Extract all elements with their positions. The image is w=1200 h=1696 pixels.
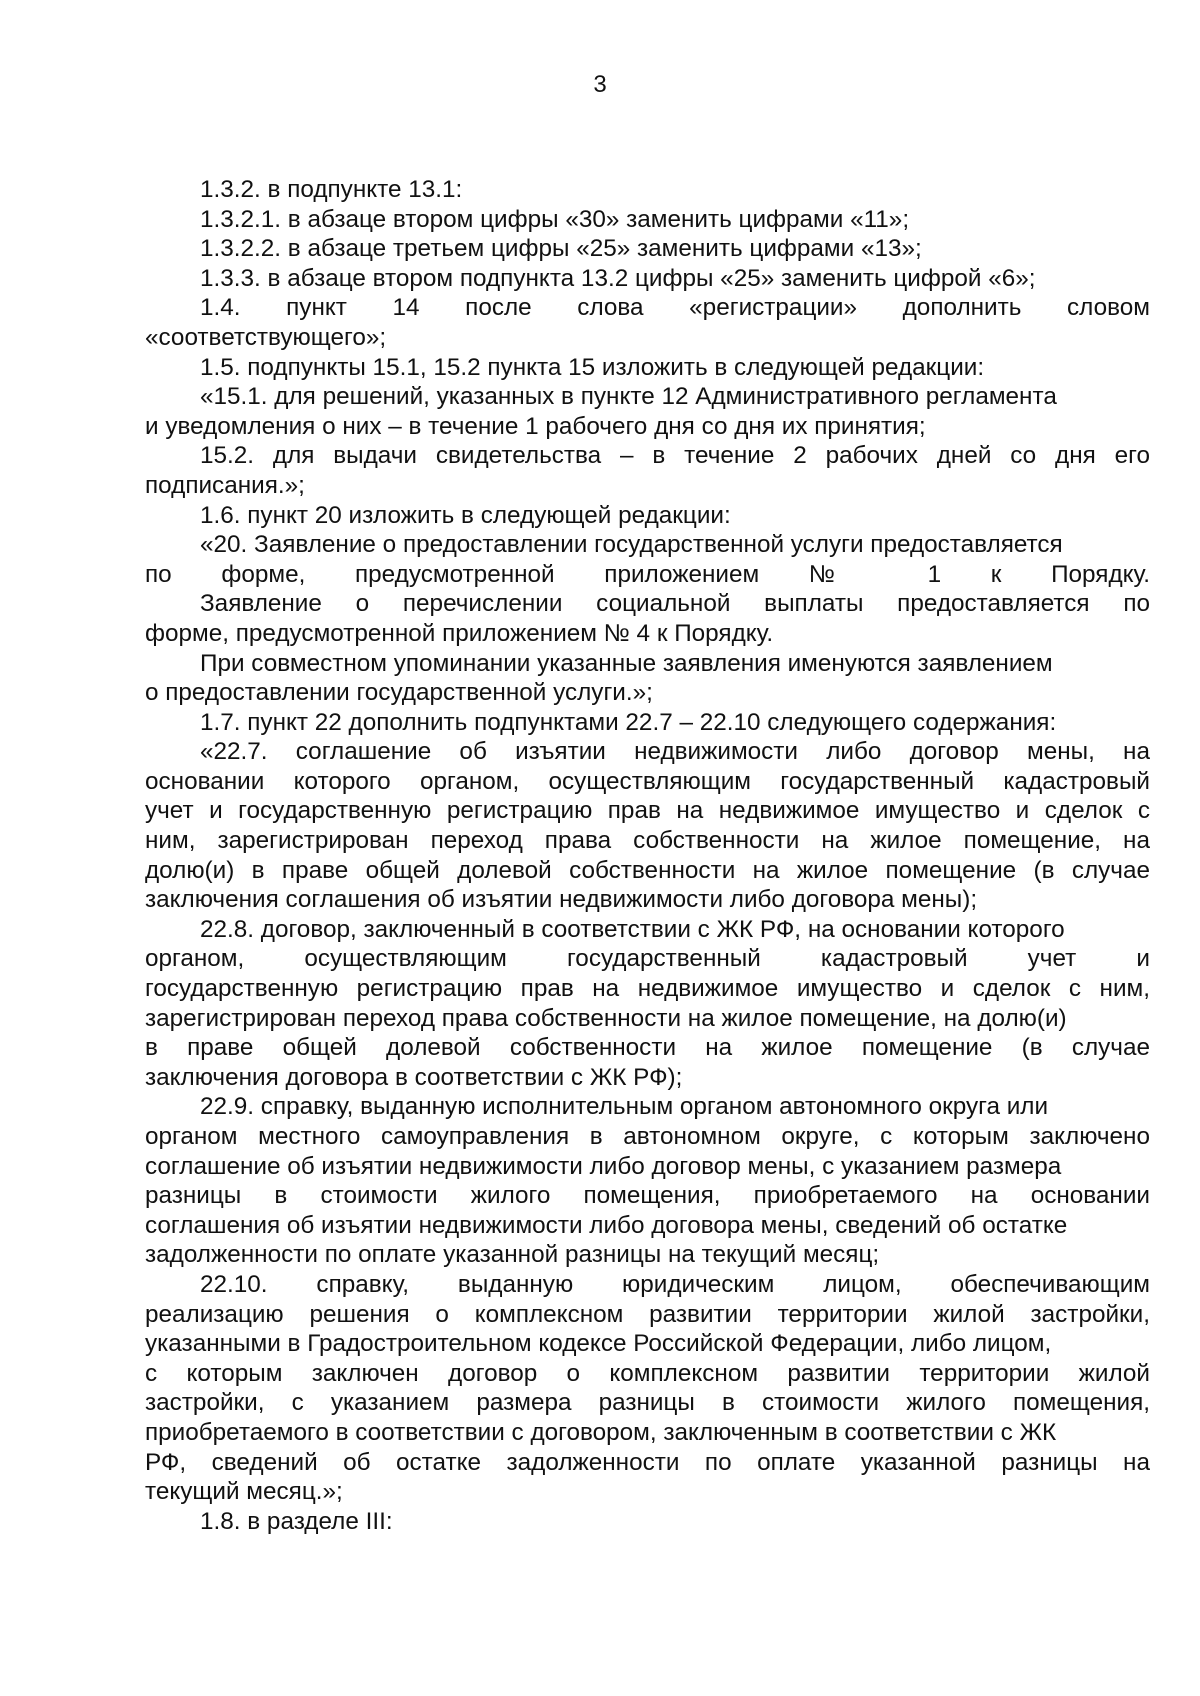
text-line: 15.2. для выдачи свидетельства – в течение 2 рабочих дней со дня его	[200, 442, 1150, 470]
text-line: о предоставлении государственной услуги.»;	[145, 679, 653, 707]
text-line: зарегистрирован переход права собственности на жилое помещение, на долю(и)	[145, 1004, 1067, 1032]
text-line: по форме, предусмотренной приложением № 1 к Порядку.	[145, 560, 1150, 588]
text-line: РФ, сведений об остатке задолженности по оплате указанной разницы на	[145, 1448, 1150, 1476]
text-line: 22.9. справку, выданную исполнительным органом автономного округа или	[200, 1093, 1049, 1121]
document-body	[145, 175, 1150, 1536]
text-line: органом, осуществляющим государственный кадастровый учет и	[145, 945, 1150, 973]
text-line: подписания.»;	[145, 471, 305, 499]
text-line: органом местного самоуправления в автономном округе, с которым заключено	[145, 1123, 1150, 1150]
text-line: «соответствующего»;	[145, 323, 387, 351]
text-line: 1.3.2.1. в абзаце втором цифры «30» заменить цифрами «11»;	[200, 205, 910, 233]
text-line: и уведомления о них – в течение 1 рабочего дня со дня их принятия;	[145, 412, 926, 440]
text-line: соглашения об изъятии недвижимости либо договора мены, сведений об остатке	[145, 1211, 1068, 1239]
text-line: учет и государственную регистрацию прав на недвижимое имущество и сделок с	[145, 797, 1150, 825]
text-line: ним, зарегистрирован переход права собственности на жилое помещение, на	[145, 827, 1150, 855]
text-line: государственную регистрацию прав на недвижимое имущество и сделок с ним,	[145, 975, 1150, 1003]
text-line: форме, предусмотренной приложением № 4 к Порядку.	[145, 619, 774, 647]
text-line: основании которого органом, осуществляющим государственный кадастровый	[145, 767, 1150, 795]
text-line: 1.3.3. в абзаце втором подпункта 13.2 цифры «25» заменить цифрой «6»;	[200, 264, 1036, 292]
text-line: реализацию решения о комплексном развитии территории жилой застройки,	[145, 1300, 1150, 1328]
text-line: 1.3.2.2. в абзаце третьем цифры «25» заменить цифрами «13»;	[200, 235, 922, 263]
text-line: с которым заключен договор о комплексном развитии территории жилой	[145, 1359, 1150, 1387]
text-line: 1.5. подпункты 15.1, 15.2 пункта 15 изложить в следующей редакции:	[200, 353, 985, 381]
text-line: в праве общей долевой собственности на жилое помещение (в случае	[145, 1034, 1150, 1062]
text-line: Заявление о перечислении социальной выплаты предоставляется по	[200, 590, 1150, 618]
text-line: заключения соглашения об изъятии недвижимости либо договора мены);	[145, 886, 978, 914]
text-line: указанными в Градостроительном кодексе Российской Федерации, либо лицом,	[145, 1330, 1052, 1358]
text-line: «22.7. соглашение об изъятии недвижимости либо договор мены, на	[200, 738, 1150, 766]
text-line: застройки, с указанием размера разницы в стоимости жилого помещения,	[145, 1389, 1150, 1417]
page-number: 3	[593, 71, 607, 98]
text-line: 1.8. в разделе III:	[200, 1507, 393, 1535]
text-line: соглашение об изъятии недвижимости либо договор мены, с указанием размера	[145, 1152, 1062, 1180]
text-line: 1.3.2. в подпункте 13.1:	[200, 176, 463, 203]
text-line: 1.7. пункт 22 дополнить подпунктами 22.7 – 22.10 следующего содержания:	[200, 708, 1057, 736]
text-line: «15.1. для решений, указанных в пункте 12 Административного регламента	[200, 383, 1057, 411]
text-line: долю(и) в праве общей долевой собственности на жилое помещение (в случае	[145, 856, 1150, 884]
text-line: 22.10. справку, выданную юридическим лицом, обеспечивающим	[200, 1270, 1150, 1298]
text-line: 1.4. пункт 14 после слова «регистрации» дополнить словом	[200, 294, 1150, 322]
text-line: При совместном упоминании указанные заявления именуются заявлением	[200, 649, 1053, 677]
text-line: разницы в стоимости жилого помещения, приобретаемого на основании	[145, 1182, 1150, 1210]
text-line: заключения договора в соответствии с ЖК РФ);	[145, 1063, 683, 1091]
text-line: 1.6. пункт 20 изложить в следующей редакции:	[200, 501, 731, 529]
text-line: «20. Заявление о предоставлении государственной услуги предоставляется	[200, 531, 1063, 559]
text-line: текущий месяц.»;	[145, 1478, 343, 1506]
text-line: приобретаемого в соответствии с договором, заключенным в соответствии с ЖК	[145, 1418, 1057, 1446]
text-line: задолженности по оплате указанной разницы на текущий месяц;	[145, 1241, 880, 1269]
text-line: 22.8. договор, заключенный в соответствии с ЖК РФ, на основании которого	[200, 915, 1065, 943]
